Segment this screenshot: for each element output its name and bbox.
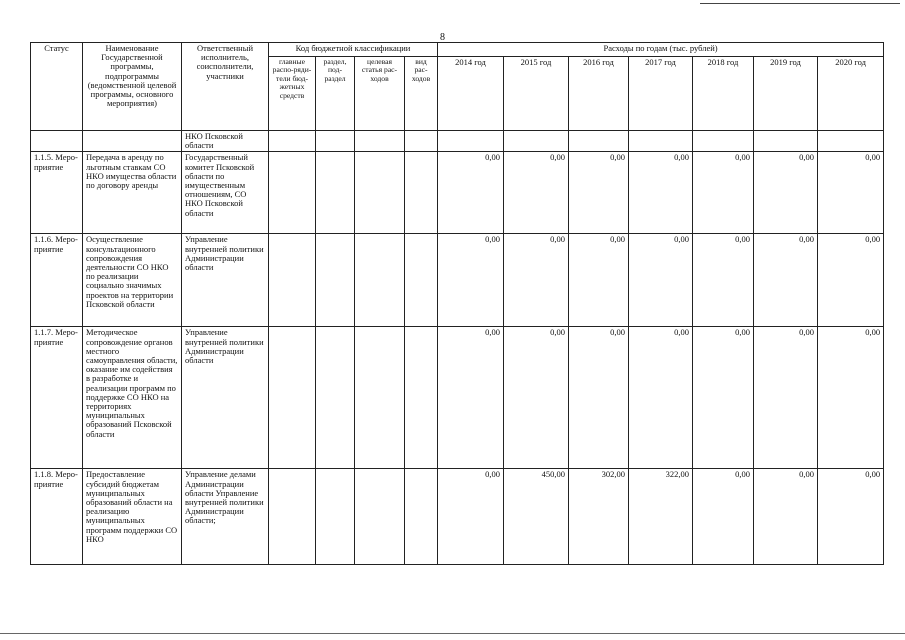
- value-2016: 0,00: [569, 234, 629, 327]
- value-2018: 0,00: [693, 469, 754, 565]
- row-status: 1.1.5. Меро-приятие: [31, 152, 83, 234]
- row-executor: Государственный комитет Псковской области по имущественным отношениям, СО НКО Псковской области: [182, 152, 269, 234]
- value-2019: 0,00: [754, 327, 818, 469]
- row-status: 1.1.8. Меро-приятие: [31, 469, 83, 565]
- row-name: Передача в аренду по льготным ставкам СО НКО имущества области по договору аренды: [83, 152, 182, 234]
- header-year-2014: 2014 год: [438, 57, 504, 131]
- value-2020: 0,00: [818, 469, 884, 565]
- value-2019: 0,00: [754, 469, 818, 565]
- value-2019: 0,00: [754, 152, 818, 234]
- value-2019: 0,00: [754, 234, 818, 327]
- header-row-1: [31, 43, 884, 57]
- cell-empty: [83, 131, 182, 152]
- header-status: Статус: [31, 43, 83, 131]
- value-2014: 0,00: [438, 152, 504, 234]
- continuation-executor: НКО Псковской области: [182, 131, 269, 152]
- row-executor: Управление внутренней политики Администрации области: [182, 327, 269, 469]
- value-2020: 0,00: [818, 327, 884, 469]
- value-2020: 0,00: [818, 234, 884, 327]
- row-status: 1.1.7. Меро-приятие: [31, 327, 83, 469]
- row-name: Осуществление консультационного сопровождения деятельности СО НКО по реализации социально значимых проектов на территории Псковской области: [83, 234, 182, 327]
- value-2018: 0,00: [693, 152, 754, 234]
- table-row: [31, 327, 884, 469]
- header-year-2016: 2016 год: [569, 57, 629, 131]
- budget-table: [30, 42, 884, 565]
- header-year-2020: 2020 год: [818, 57, 884, 131]
- row-status: 1.1.6. Меро-приятие: [31, 234, 83, 327]
- header-year-2015: 2015 год: [504, 57, 569, 131]
- header-expenses: Расходы по годам (тыс. рублей): [438, 43, 884, 57]
- value-2014: 0,00: [438, 234, 504, 327]
- header-year-2017: 2017 год: [629, 57, 693, 131]
- row-executor: Управление делами Администрации области Управление внутренней политики Администрации области;: [182, 469, 269, 565]
- scan-artifact-bottom: [0, 633, 905, 634]
- header-name: Наименование Государственной программы, подпрограммы (ведомственной целевой программы, основного мероприятия): [83, 43, 182, 131]
- value-2017: 322,00: [629, 469, 693, 565]
- value-2015: 0,00: [504, 234, 569, 327]
- header-code-main-managers: главные распо-ряди-тели бюд-жетных средств: [269, 57, 316, 131]
- header-code-expense-type: вид рас-ходов: [405, 57, 438, 131]
- header-code-section: раздел, под-раздел: [316, 57, 355, 131]
- value-2017: 0,00: [629, 327, 693, 469]
- table-row: [31, 234, 884, 327]
- value-2020: 0,00: [818, 152, 884, 234]
- row-executor: Управление внутренней политики Администрации области: [182, 234, 269, 327]
- value-2018: 0,00: [693, 234, 754, 327]
- scan-artifact-top: [700, 3, 900, 4]
- value-2016: 302,00: [569, 469, 629, 565]
- row-name: Предоставление субсидий бюджетам муниципальных образований области на реализацию муниципальных программ поддержки СО НКО: [83, 469, 182, 565]
- value-2016: 0,00: [569, 152, 629, 234]
- header-code-target-article: целевая статья рас-ходов: [355, 57, 405, 131]
- value-2017: 0,00: [629, 234, 693, 327]
- value-2015: 0,00: [504, 327, 569, 469]
- value-2015: 450,00: [504, 469, 569, 565]
- value-2015: 0,00: [504, 152, 569, 234]
- value-2018: 0,00: [693, 327, 754, 469]
- value-2017: 0,00: [629, 152, 693, 234]
- header-budget-code: Код бюджетной классификации: [269, 43, 438, 57]
- value-2014: 0,00: [438, 469, 504, 565]
- header-executor: Ответственный исполнитель, соисполнители, участники: [182, 43, 269, 131]
- header-year-2019: 2019 год: [754, 57, 818, 131]
- value-2016: 0,00: [569, 327, 629, 469]
- page-number: 8: [440, 32, 445, 43]
- cell-empty: [31, 131, 83, 152]
- row-name: Методическое сопровождение органов местного самоуправления области, оказание им содействия в разработке и реализации программ по поддержке СО НКО на территориях муниципальных образований Псковской области: [83, 327, 182, 469]
- table-row: [31, 152, 884, 234]
- table-row: [31, 469, 884, 565]
- value-2014: 0,00: [438, 327, 504, 469]
- header-year-2018: 2018 год: [693, 57, 754, 131]
- continuation-row: [31, 131, 884, 152]
